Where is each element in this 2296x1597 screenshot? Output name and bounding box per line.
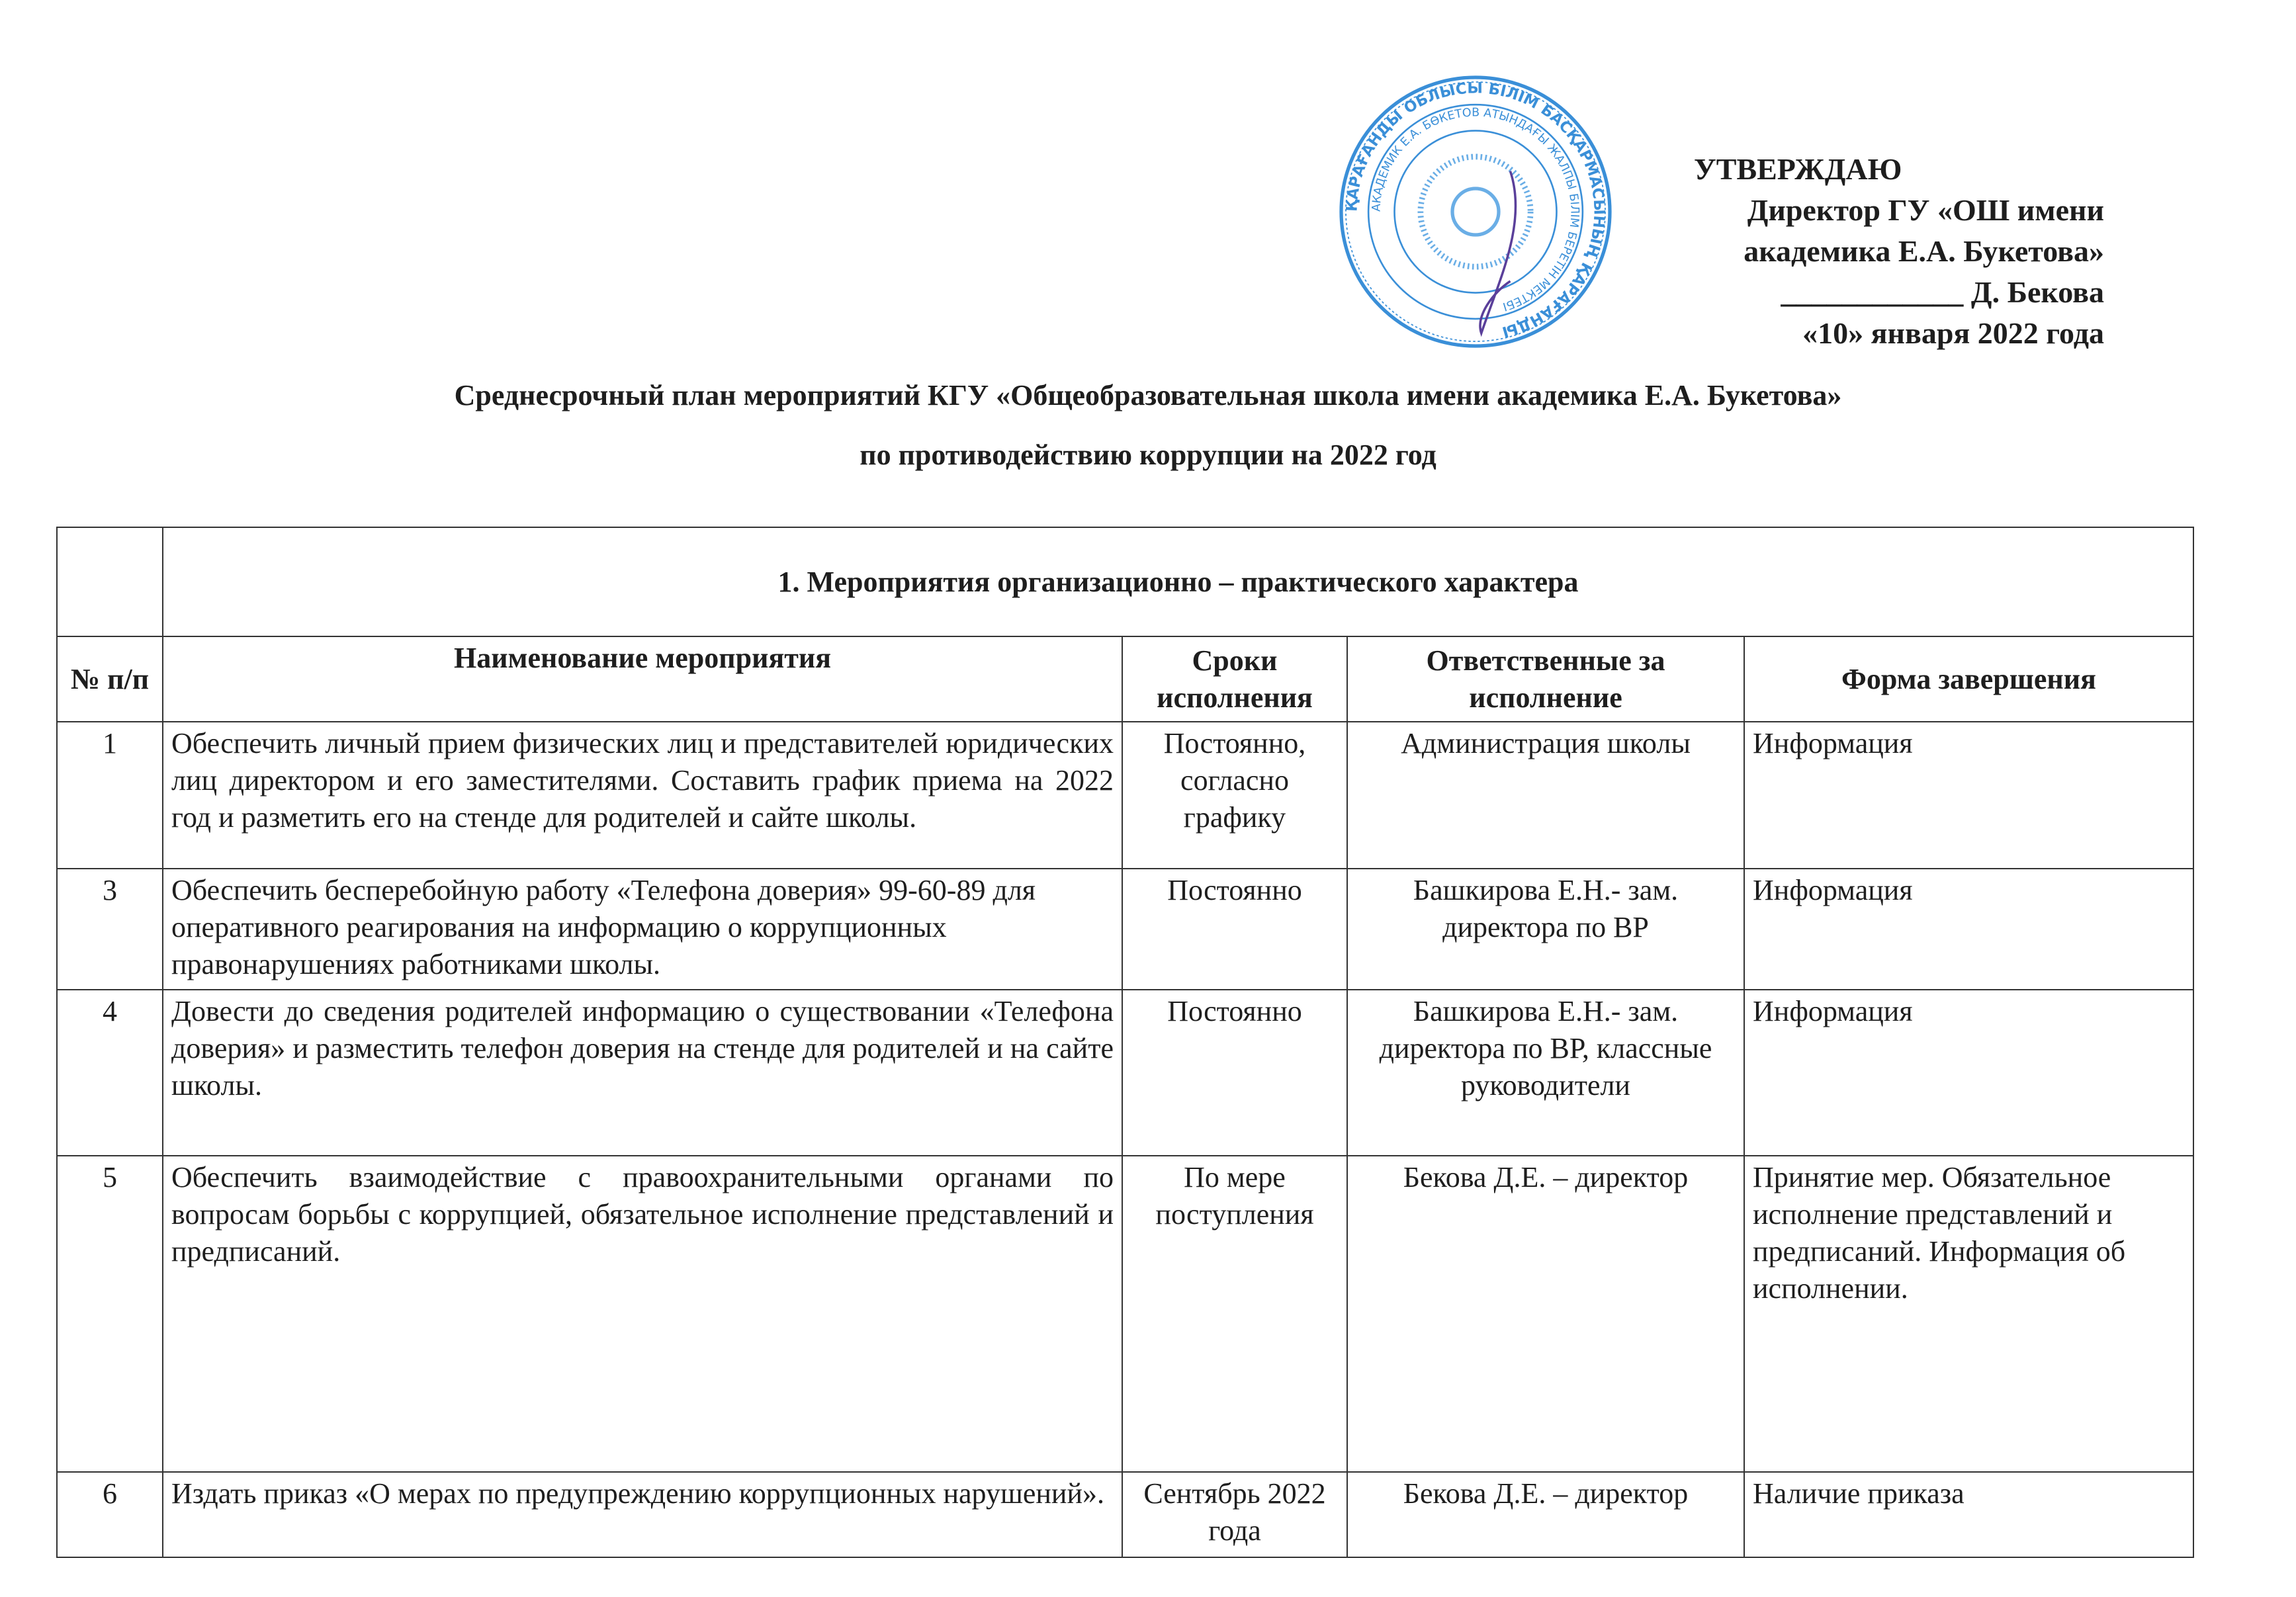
row-form: Информация	[1744, 722, 2193, 869]
header-term: Сроки исполнения	[1122, 636, 1347, 722]
row-num: 4	[57, 990, 163, 1156]
row-term: Постоянно	[1122, 990, 1347, 1156]
row-num: 5	[57, 1156, 163, 1472]
row-name: Обеспечить личный прием физических лиц и представителей юридических лиц директором и его заместителями. Составить график приема на 2022 год и разметить его на стенде для родителей и сайте школы.	[163, 722, 1122, 869]
approval-heading: УТВЕРЖДАЮ	[1694, 152, 1902, 186]
section-row	[57, 527, 2193, 636]
row-resp: Бекова Д.Е. – директор	[1347, 1156, 1744, 1472]
table-row	[57, 1472, 2193, 1557]
row-name: Довести до сведения родителей информацию о существовании «Телефона доверия» и разместить телефон доверия на стенде для родителей и на сайте школы.	[163, 990, 1122, 1156]
row-form: Информация	[1744, 990, 2193, 1156]
row-resp: Администрация школы	[1347, 722, 1744, 869]
row-term: Сентябрь 2022 года	[1122, 1472, 1347, 1557]
document-subtitle: по противодействию коррупции на 2022 год	[860, 439, 1436, 471]
table-row	[57, 869, 2193, 990]
header-form: Форма завершения	[1744, 636, 2193, 722]
row-num: 3	[57, 869, 163, 990]
approval-date: «10» января 2022 года	[1802, 316, 2104, 350]
row-resp: Бекова Д.Е. – директор	[1347, 1472, 1744, 1557]
table-row	[57, 1156, 2193, 1472]
header-num: № п/п	[57, 636, 163, 722]
official-stamp	[1337, 73, 1614, 351]
row-term: Постоянно, согласно графику	[1122, 722, 1347, 869]
approval-position: Директор ГУ «ОШ имени	[1747, 193, 2104, 227]
row-num: 6	[57, 1472, 163, 1557]
approval-school: академика Е.А. Букетова»	[1744, 234, 2104, 268]
row-form: Наличие приказа	[1744, 1472, 2193, 1557]
empty-cell	[57, 527, 163, 636]
row-resp: Башкирова Е.Н.- зам. директора по ВР, классные руководители	[1347, 990, 1744, 1156]
svg-text:АКАДЕМИК Е.А. БӨКЕТОВ АТЫНДАҒЫ: АКАДЕМИК Е.А. БӨКЕТОВ АТЫНДАҒЫ ЖАЛПЫ БІЛІМ БЕРЕТІН МЕКТЕБІ	[1370, 106, 1581, 314]
row-name: Издать приказ «О мерах по предупреждению коррупционных нарушений».	[163, 1472, 1122, 1557]
header-row	[57, 636, 2193, 722]
section-title: 1. Мероприятия организационно – практического характера	[163, 527, 2193, 636]
row-term: Постоянно	[1122, 869, 1347, 990]
plan-table	[56, 527, 2194, 1558]
row-form: Информация	[1744, 869, 2193, 990]
row-num: 1	[57, 722, 163, 869]
table-row	[57, 990, 2193, 1156]
approval-block	[1641, 149, 2104, 354]
table-row	[57, 722, 2193, 869]
header-name: Наименование мероприятия	[163, 636, 1122, 722]
header-resp: Ответственные за исполнение	[1347, 636, 1744, 722]
approval-signature: ____________ Д. Бекова	[1781, 275, 2104, 309]
svg-text:ҚАРАҒАНДЫ ОБЛЫСЫ БІЛІМ БАСҚАРМ: ҚАРАҒАНДЫ ОБЛЫСЫ БІЛІМ БАСҚАРМАСЫНЫҢ ҚАРАҒАНДЫ	[1343, 79, 1608, 341]
document-title: Среднесрочный план мероприятий КГУ «Общеобразовательная школа имени академика Е.А. Букетова»	[454, 379, 1842, 411]
row-resp: Башкирова Е.Н.- зам. директора по ВР	[1347, 869, 1744, 990]
row-form: Принятие мер. Обязательное исполнение представлений и предписаний. Информация об исполнении.	[1744, 1156, 2193, 1472]
row-term: По мере поступления	[1122, 1156, 1347, 1472]
row-name: Обеспечить бесперебойную работу «Телефона доверия» 99-60-89 для оперативного реагирования на информацию о коррупционных правонарушениях работниками школы.	[163, 869, 1122, 990]
row-name: Обеспечить взаимодействие с правоохранительными органами по вопросам борьбы с коррупцией, обязательное исполнение представлений и предписаний.	[163, 1156, 1122, 1472]
